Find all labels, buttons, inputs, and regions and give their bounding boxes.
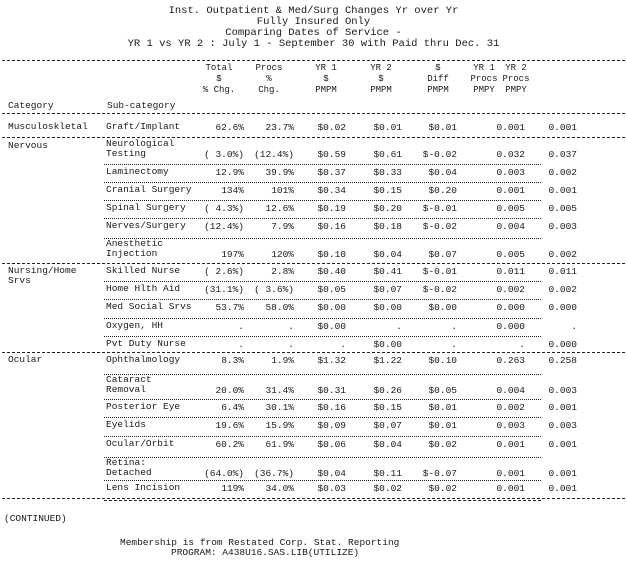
value-cell-yr2-pmpy: 0.003 (548, 221, 577, 232)
category-separator (2, 498, 625, 499)
row-separator (104, 480, 541, 481)
value-cell-yr2-pmpm: $0.00 (373, 302, 402, 313)
value-cell-total-chg: (31.1%) (204, 284, 244, 295)
value-cell-yr2-pmpm: $0.00 (373, 339, 402, 350)
value-cell-yr1-pmpm: $0.06 (317, 439, 346, 450)
value-cell-yr2-pmpm: $0.02 (373, 483, 402, 494)
value-cell-yr2-pmpm: $0.07 (373, 284, 402, 295)
value-cell-yr2-pmpy: 0.000 (548, 302, 577, 313)
value-cell-total-chg: (64.0%) (204, 468, 244, 479)
value-cell-total-chg: ( 3.0%) (204, 149, 244, 160)
row-separator (104, 218, 541, 219)
subcategory-cell: Injection (106, 248, 158, 259)
value-cell-yr1-pmpy: 0.001 (496, 483, 525, 494)
value-cell-yr1-pmpy: 0.003 (496, 420, 525, 431)
value-cell-yr1-pmpm: $0.10 (317, 249, 346, 260)
subcategory-cell: Nerves/Surgery (106, 220, 186, 231)
value-cell-diff-pmpm: $0.05 (428, 385, 457, 396)
value-cell-yr1-pmpm: $0.05 (317, 284, 346, 295)
category-cell: Musculoskletal (8, 121, 88, 132)
row-separator (104, 164, 541, 165)
value-cell-yr1-pmpy: 0.263 (496, 355, 525, 366)
column-header-diff-pmpm-line2: Diff (427, 74, 449, 84)
value-cell-procs-chg: 31.4% (265, 385, 294, 396)
value-cell-yr1-pmpy: 0.000 (496, 302, 525, 313)
value-cell-yr2-pmpm: $1.22 (373, 355, 402, 366)
value-cell-diff-pmpm: . (451, 321, 457, 332)
value-cell-yr2-pmpm: $0.04 (373, 439, 402, 450)
value-cell-diff-pmpm: $-0.02 (422, 221, 457, 232)
value-cell-yr1-pmpm: $0.59 (317, 149, 346, 160)
value-cell-diff-pmpm: $0.00 (428, 302, 457, 313)
subcategory-cell: Ocular/Orbit (106, 438, 175, 449)
value-cell-procs-chg: 1.9% (271, 355, 294, 366)
column-header-procs-chg-line3: Chg. (258, 85, 280, 95)
category-separator (2, 263, 625, 264)
value-cell-yr1-pmpy: 0.003 (496, 167, 525, 178)
value-cell-yr2-pmpy: 0.001 (548, 122, 577, 133)
value-cell-yr1-pmpy: 0.004 (496, 221, 525, 232)
value-cell-yr1-pmpy: 0.000 (496, 321, 525, 332)
value-cell-procs-chg: 101% (271, 185, 294, 196)
value-cell-yr2-pmpm: $0.33 (373, 167, 402, 178)
column-header-total-chg-line2: $ (216, 74, 222, 84)
value-cell-procs-chg: 30.1% (265, 402, 294, 413)
value-cell-total-chg: . (238, 321, 244, 332)
value-cell-yr2-pmpm: $0.01 (373, 122, 402, 133)
header-rule (2, 60, 625, 61)
value-cell-yr2-pmpy: 0.002 (548, 249, 577, 260)
value-cell-yr2-pmpy: 0.001 (548, 402, 577, 413)
value-cell-procs-chg: . (288, 339, 294, 350)
value-cell-yr2-pmpm: . (396, 321, 402, 332)
value-cell-diff-pmpm: $-0.02 (422, 149, 457, 160)
value-cell-diff-pmpm: $-0.07 (422, 468, 457, 479)
value-cell-yr2-pmpm: $0.41 (373, 266, 402, 277)
subcategory-cell: Graft/Implant (106, 121, 181, 132)
value-cell-yr1-pmpy: 0.005 (496, 203, 525, 214)
value-cell-yr2-pmpy: 0.001 (548, 439, 577, 450)
value-cell-yr1-pmpm: $0.02 (317, 122, 346, 133)
category-cell: Ocular (8, 354, 43, 365)
continued-note: (CONTINUED) (4, 513, 67, 524)
row-separator (104, 436, 541, 437)
subcategory-cell: Lens Incision (106, 482, 181, 493)
value-cell-yr2-pmpm: $0.61 (373, 149, 402, 160)
row-separator (104, 299, 541, 300)
value-cell-yr2-pmpy: 0.000 (548, 339, 577, 350)
value-cell-yr1-pmpy: 0.002 (496, 284, 525, 295)
row-separator (104, 336, 541, 337)
value-cell-diff-pmpm: $0.01 (428, 402, 457, 413)
value-cell-diff-pmpm: $0.07 (428, 249, 457, 260)
column-header-yr2-pmpm-line2: $ (378, 74, 384, 84)
value-cell-procs-chg: (36.7%) (254, 468, 294, 479)
category-separator (2, 352, 625, 353)
value-cell-diff-pmpm: $0.02 (428, 439, 457, 450)
value-cell-yr2-pmpy: 0.001 (548, 185, 577, 196)
value-cell-yr1-pmpy: 0.032 (496, 149, 525, 160)
value-cell-procs-chg: 34.0% (265, 483, 294, 494)
column-header-procs-chg-line1: Procs (255, 63, 283, 73)
value-cell-diff-pmpm: . (451, 339, 457, 350)
value-cell-total-chg: 119% (221, 483, 244, 494)
value-cell-procs-chg: 58.0% (265, 302, 294, 313)
subcategory-cell: Anesthetic (106, 238, 164, 249)
value-cell-yr1-pmpm: $0.19 (317, 203, 346, 214)
value-cell-total-chg: (12.4%) (204, 221, 244, 232)
program-note: PROGRAM: A438U16.SAS.LIB(UTILIZE) (171, 547, 360, 558)
subcategory-cell: Detached (106, 467, 152, 478)
value-cell-procs-chg: 120% (271, 249, 294, 260)
column-header-yr1-pmpm-line3: PMPM (315, 85, 337, 95)
value-cell-yr2-pmpy: 0.003 (548, 420, 577, 431)
value-cell-yr2-pmpy: 0.005 (548, 203, 577, 214)
value-cell-total-chg: 134% (221, 185, 244, 196)
subcategory-cell: Laminectomy (106, 166, 169, 177)
column-header-diff-pmpm-line3: PMPM (427, 85, 449, 95)
value-cell-total-chg: 20.0% (215, 385, 244, 396)
row-separator (104, 238, 541, 239)
column-header-yr2-pmpm-line3: PMPM (370, 85, 392, 95)
row-separator (104, 399, 541, 400)
value-cell-procs-chg: 12.6% (265, 203, 294, 214)
column-header-yr2-pmpy-line3: PMPY (505, 85, 527, 95)
value-cell-yr1-pmpy: . (519, 339, 525, 350)
value-cell-yr1-pmpy: 0.004 (496, 385, 525, 396)
value-cell-total-chg: ( 4.3%) (204, 203, 244, 214)
value-cell-total-chg: 12.9% (215, 167, 244, 178)
value-cell-diff-pmpm: $0.01 (428, 122, 457, 133)
column-header-yr1-pmpy-line1: YR 1 (473, 63, 495, 73)
subcategory-cell: Removal (106, 384, 146, 395)
value-cell-yr2-pmpm: $0.15 (373, 185, 402, 196)
row-separator (104, 200, 541, 201)
value-cell-yr1-pmpm: $0.34 (317, 185, 346, 196)
value-cell-yr2-pmpm: $0.11 (373, 468, 402, 479)
value-cell-diff-pmpm: $0.01 (428, 420, 457, 431)
value-cell-diff-pmpm: $0.20 (428, 185, 457, 196)
column-header-yr2-pmpy-line2: Procs (502, 74, 530, 84)
value-cell-yr1-pmpy: 0.001 (496, 122, 525, 133)
category-cell: Nervous (8, 140, 48, 151)
value-cell-yr1-pmpy: 0.001 (496, 185, 525, 196)
subcategory-cell: Pvt Duty Nurse (106, 338, 186, 349)
value-cell-yr1-pmpm: $0.03 (317, 483, 346, 494)
value-cell-yr2-pmpy: 0.003 (548, 385, 577, 396)
value-cell-yr2-pmpm: $0.04 (373, 249, 402, 260)
report-date-range: YR 1 vs YR 2 : July 1 - September 30 with Paid thru Dec. 31 (127, 38, 500, 50)
value-cell-yr2-pmpm: $0.15 (373, 402, 402, 413)
value-cell-yr1-pmpm: $1.32 (317, 355, 346, 366)
value-cell-yr1-pmpy: 0.011 (496, 266, 525, 277)
row-separator (104, 457, 541, 458)
value-cell-diff-pmpm: $0.10 (428, 355, 457, 366)
value-cell-yr1-pmpm: $0.31 (317, 385, 346, 396)
value-cell-yr2-pmpy: 0.001 (548, 483, 577, 494)
subcategory-label: Sub-category (107, 100, 176, 111)
value-cell-diff-pmpm: $-0.01 (422, 266, 457, 277)
subcategory-cell: Ophthalmology (106, 354, 181, 365)
subcategory-cell: Skilled Nurse (106, 265, 181, 276)
value-cell-yr1-pmpm: . (340, 339, 346, 350)
subcategory-cell: Cataract (106, 374, 152, 385)
value-cell-total-chg: . (238, 339, 244, 350)
row-separator (104, 318, 541, 319)
subcategory-cell: Retina: (106, 457, 146, 468)
value-cell-yr1-pmpy: 0.001 (496, 439, 525, 450)
subcategory-cell: Posterior Eye (106, 401, 181, 412)
column-header-yr1-pmpm-line1: YR 1 (315, 63, 337, 73)
column-header-diff-pmpm-line1: $ (435, 63, 441, 73)
subcategory-cell: Eyelids (106, 419, 146, 430)
report-title: Inst. Outpatient & Med/Surg Changes Yr over Yr (168, 5, 459, 17)
value-cell-diff-pmpm: $-0.02 (422, 284, 457, 295)
value-cell-procs-chg: 39.9% (265, 167, 294, 178)
value-cell-yr2-pmpm: $0.18 (373, 221, 402, 232)
value-cell-diff-pmpm: $0.02 (428, 483, 457, 494)
value-cell-yr2-pmpm: $0.26 (373, 385, 402, 396)
column-header-total-chg-line3: % Chg. (202, 85, 236, 95)
value-cell-total-chg: 62.6% (215, 122, 244, 133)
report-comparison: Comparing Dates of Service - (225, 27, 402, 39)
table-bottom-rule (104, 500, 541, 501)
value-cell-yr2-pmpy: . (571, 321, 577, 332)
column-header-yr1-pmpy-line3: PMPY (473, 85, 495, 95)
value-cell-yr2-pmpy: 0.258 (548, 355, 577, 366)
row-separator (104, 182, 541, 183)
value-cell-yr1-pmpm: $0.37 (317, 167, 346, 178)
labels-rule (2, 113, 625, 114)
category-separator (2, 137, 625, 138)
subcategory-cell: Neurological (106, 138, 175, 149)
value-cell-procs-chg: 7.9% (271, 221, 294, 232)
value-cell-procs-chg: 23.7% (265, 122, 294, 133)
value-cell-yr2-pmpm: $0.20 (373, 203, 402, 214)
value-cell-yr1-pmpm: $0.40 (317, 266, 346, 277)
value-cell-yr1-pmpy: 0.002 (496, 402, 525, 413)
subcategory-cell: Spinal Surgery (106, 202, 186, 213)
subcategory-cell: Testing (106, 148, 146, 159)
row-separator (104, 374, 541, 375)
value-cell-total-chg: 8.3% (221, 355, 244, 366)
value-cell-total-chg: 60.2% (215, 439, 244, 450)
column-header-yr1-pmpy-line2: Procs (470, 74, 498, 84)
column-header-total-chg-line1: Total (205, 63, 233, 73)
value-cell-yr1-pmpm: $0.16 (317, 221, 346, 232)
value-cell-total-chg: 197% (221, 249, 244, 260)
row-separator (104, 281, 541, 282)
value-cell-procs-chg: 61.9% (265, 439, 294, 450)
value-cell-yr1-pmpm: $0.09 (317, 420, 346, 431)
value-cell-procs-chg: ( 3.6%) (254, 284, 294, 295)
category-label: Category (8, 100, 54, 111)
value-cell-yr1-pmpm: $0.00 (317, 321, 346, 332)
value-cell-yr1-pmpm: $0.16 (317, 402, 346, 413)
value-cell-yr2-pmpy: 0.037 (548, 149, 577, 160)
value-cell-procs-chg: 15.9% (265, 420, 294, 431)
value-cell-diff-pmpm: $-0.01 (422, 203, 457, 214)
subcategory-cell: Oxygen, HH (106, 320, 164, 331)
value-cell-total-chg: ( 2.6%) (204, 266, 244, 277)
subcategory-cell: Med Social Srvs (106, 301, 192, 312)
value-cell-yr2-pmpy: 0.001 (548, 468, 577, 479)
value-cell-yr1-pmpm: $0.04 (317, 468, 346, 479)
value-cell-yr2-pmpm: $0.07 (373, 420, 402, 431)
column-header-yr2-pmpy-line1: YR 2 (505, 63, 527, 73)
value-cell-yr2-pmpy: 0.002 (548, 284, 577, 295)
value-cell-yr1-pmpy: 0.001 (496, 468, 525, 479)
report-subtitle: Fully Insured Only (256, 16, 371, 28)
value-cell-total-chg: 53.7% (215, 302, 244, 313)
category-cell: Nursing/Home Srvs (8, 265, 77, 286)
value-cell-yr1-pmpm: $0.00 (317, 302, 346, 313)
column-header-yr2-pmpm-line1: YR 2 (370, 63, 392, 73)
column-header-yr1-pmpm-line2: $ (323, 74, 329, 84)
subcategory-cell: Home Hlth Aid (106, 283, 181, 294)
value-cell-procs-chg: . (288, 321, 294, 332)
value-cell-procs-chg: (12.4%) (254, 149, 294, 160)
value-cell-total-chg: 19.6% (215, 420, 244, 431)
subcategory-cell: Cranial Surgery (106, 184, 192, 195)
value-cell-procs-chg: 2.8% (271, 266, 294, 277)
value-cell-yr1-pmpy: 0.005 (496, 249, 525, 260)
value-cell-diff-pmpm: $0.04 (428, 167, 457, 178)
value-cell-total-chg: 6.4% (221, 402, 244, 413)
membership-note: Membership is from Restated Corp. Stat. Reporting (120, 537, 400, 548)
value-cell-yr2-pmpy: 0.002 (548, 167, 577, 178)
value-cell-yr2-pmpy: 0.011 (548, 266, 577, 277)
column-header-procs-chg-line2: % (266, 74, 272, 84)
row-separator (104, 417, 541, 418)
